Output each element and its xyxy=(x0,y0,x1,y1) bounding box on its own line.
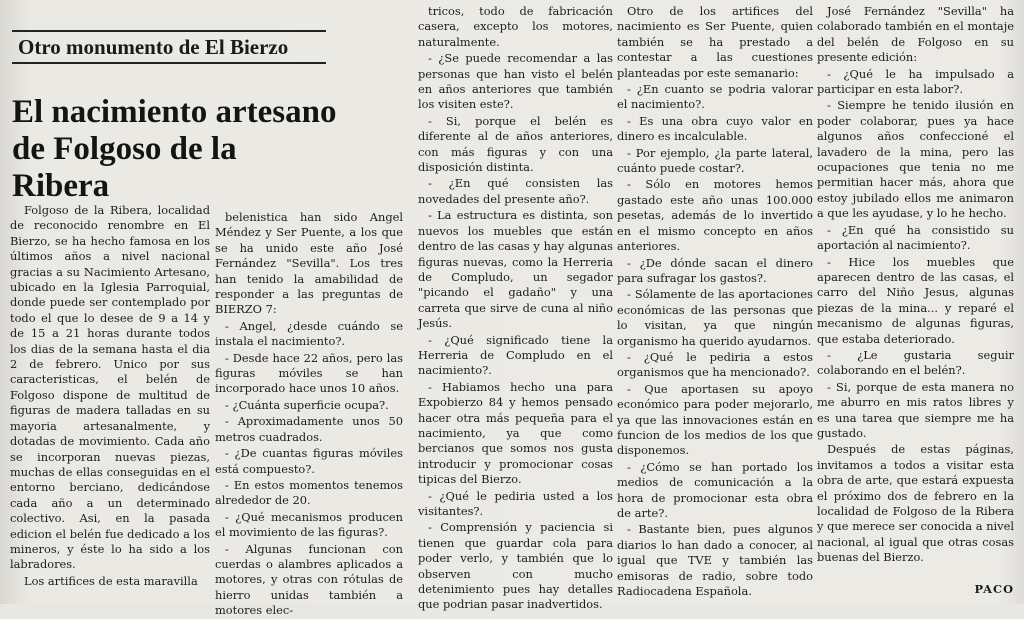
article-paragraph: - Sólamente de las aportaciones económicas de las personas que lo visitan, ya que ningún organismo ha querido ayudarnos. xyxy=(617,287,813,348)
article-paragraph: - La estructura es distinta, son nuevos los muebles que están dentro de las casas y hay algunas figuras nuevas, como la Herreria de Compludo, un segador "picando el gadaño" y una carreta que sirve de cuna al niño Jesús. xyxy=(418,208,613,331)
article-paragraph: belenistica han sido Angel Méndez y Ser Puente, a los que se ha unido este año José Fernández "Sevilla". Los tres han tenido la amabilidad de responder a las preguntas de BIERZO 7: xyxy=(215,210,403,317)
article-paragraph: - Angel, ¿desde cuándo se instala el nacimiento?. xyxy=(215,318,403,349)
article-paragraph: - Aproximadamente unos 50 metros cuadrados. xyxy=(215,414,403,444)
kicker-title: Otro monumento de El Bierzo xyxy=(12,30,326,64)
article-paragraph: - Habiamos hecho una para Expobierzo 84 y hemos pensado hacer otra más pequeña para el nacimiento, ya que como bercianos que somos nos gusta introducir y promocionar cosas tipicas del Bierzo. xyxy=(418,379,613,487)
article-paragraph: - Hice los muebles que aparecen dentro de las casas, el carro del Niño Jesus, algunas piezas de la mina... y reparé el mecanismo de algunas figuras, que estaba deteriorado. xyxy=(817,254,1014,346)
article-paragraph: - ¿Cuánta superficie ocupa?. xyxy=(225,397,389,412)
article-paragraph: - En estos momentos tenemos alrededor de 20. xyxy=(215,477,403,508)
article-paragraph: - Es una obra cuyo valor en dinero es incalculable. xyxy=(617,113,813,144)
article-paragraph: Folgoso de la Ribera, localidad de reconocido renombre en El Bierzo, se ha hecho famosa en los últimos años a nivel nacional gracias a su Nacimiento Artesano, ubicado en la Iglesia Parroquial, donde puede ser contemplado por todo el que lo desee de 9 a 14 y de 15 a 21 horas durante todos los dias de la semana hasta el dia 2 de febrero. Unico por sus caracteristicas, el belén de Folgoso dispone de multitud de figuras de madera talladas en su mayoria artesanalmente, y dotadas de movimiento. Cada año se incorporan nuevas piezas, muchas de ellas conseguidas en el entorno berciano, dedicándose cada año a un determinado colectivo. Asi, en la pasada edicion el belén fue dedicado a los mineros, y éste lo ha sido a los labradores. xyxy=(10,203,210,572)
article-paragraph: - ¿Cómo se han portado los medios de comunicación a la hora de promocionar esta obra de arte?. xyxy=(617,459,813,520)
article-column-1 xyxy=(10,203,210,589)
article-paragraph: - Siempre he tenido ilusión en poder colaborar, pues ya hace algunos años confeccioné el lavadero de la mina, pero las ocupaciones que tenia no me permitian hacer más, ahora que estoy jubilado ellos me animaron a que les ayudase, y lo he hecho. xyxy=(817,98,1014,221)
article-paragraph: - ¿En cuanto se podria valorar el nacimiento?. xyxy=(617,82,813,112)
article-paragraph: - ¿De cuantas figuras móviles está compuesto?. xyxy=(215,446,403,476)
article-paragraph: Otro de los artifices del nacimiento es Ser Puente, quien también se ha prestado a contestar a las cuestiones planteadas por este semanario: xyxy=(617,4,813,80)
article-paragraph: - ¿Se puede recomendar a las personas que han visto el belén en años anteriores que también los visiten este?. xyxy=(418,51,613,112)
headline-line: Ribera xyxy=(12,168,110,204)
headline-line: de Folgoso de la xyxy=(12,131,237,167)
article-paragraph: - ¿Le gustaria seguir colaborando en el belén?. xyxy=(817,347,1014,378)
article-paragraph: - Por ejemplo, ¿la parte lateral, cuánto puede costar?. xyxy=(617,145,813,176)
article-paragraph: - ¿Qué le ha impulsado a participar en esta labor?. xyxy=(817,66,1014,97)
article-column-4 xyxy=(617,4,813,599)
article-paragraph: - ¿En qué consisten las novedades del presente año?. xyxy=(418,176,613,206)
article-paragraph: - ¿En qué ha consistido su aportación al nacimiento?. xyxy=(817,222,1014,253)
article-paragraph: - ¿Qué mecanismos producen el movimiento de las figuras?. xyxy=(215,509,403,540)
article-column-3 xyxy=(418,4,613,613)
author-signature: PACO xyxy=(974,582,1014,596)
article-paragraph: - ¿De dónde sacan el dinero para sufragar los gastos?. xyxy=(617,255,813,285)
article-paragraph: Los artifices de esta maravilla xyxy=(24,573,198,588)
article-column-2 xyxy=(215,210,403,619)
article-paragraph: - Si, porque el belén es diferente al de años anteriores, con más figuras y con una disposición distinta. xyxy=(418,113,613,175)
article-paragraph: - Bastante bien, pues algunos diarios lo han dado a conocer, al igual que TVE y también las emisoras de radio, sobre todo Radiocadena Española. xyxy=(617,522,813,599)
article-paragraph: - ¿Qué le pediria usted a los visitantes?. xyxy=(418,488,613,518)
article-paragraph: - ¿Qué significado tiene la Herreria de Compludo en el nacimiento?. xyxy=(418,332,613,378)
article-paragraph: - ¿Qué le pediria a estos organismos que ha mencionado?. xyxy=(617,349,813,380)
article-paragraph: José Fernández "Sevilla" ha colaborado también en el montaje del belén de Folgoso en su presente edición: xyxy=(817,4,1014,65)
article-paragraph: - Desde hace 22 años, pero las figuras móviles se han incorporado hace unos 10 años. xyxy=(215,350,403,396)
article-paragraph: - Algunas funcionan con cuerdas o alambres aplicados a motores, y otras con rótulas de hierro unidas también a motores elec- xyxy=(215,541,403,618)
article-paragraph: - Comprensión y paciencia si tienen que guardar cola para poder verlo, y también que lo observen con mucho detenimiento pues hay detalles que podrian pasar inadvertidos. xyxy=(418,520,613,612)
headline-line: El nacimiento artesano xyxy=(12,94,337,130)
article-paragraph: Después de estas páginas, invitamos a todos a visitar esta obra de arte, que estará expuesta el próximo dos de febrero en la localidad de Folgoso de la Ribera y que merece ser conocida a nivel nacional, al igual que otras cosas buenas del Bierzo. xyxy=(817,442,1014,565)
article-paragraph: tricos, todo de fabricación casera, excepto los motores, naturalmente. xyxy=(418,4,613,49)
article-column-5 xyxy=(817,4,1014,566)
article-paragraph: - Si, porque de esta manera no me aburro en mis ratos libres y es una tarea que siempre me ha gustado. xyxy=(817,379,1014,440)
article-paragraph: - Sólo en motores hemos gastado este año unas 100.000 pesetas, además de lo invertido en el mismo concepto en años anteriores. xyxy=(617,177,813,254)
headline xyxy=(12,94,352,205)
article-paragraph: - Que aportasen su apoyo económico para poder mejorarlo, ya que las innovaciones están en funcion de los medios de los que disponemos. xyxy=(617,381,813,458)
